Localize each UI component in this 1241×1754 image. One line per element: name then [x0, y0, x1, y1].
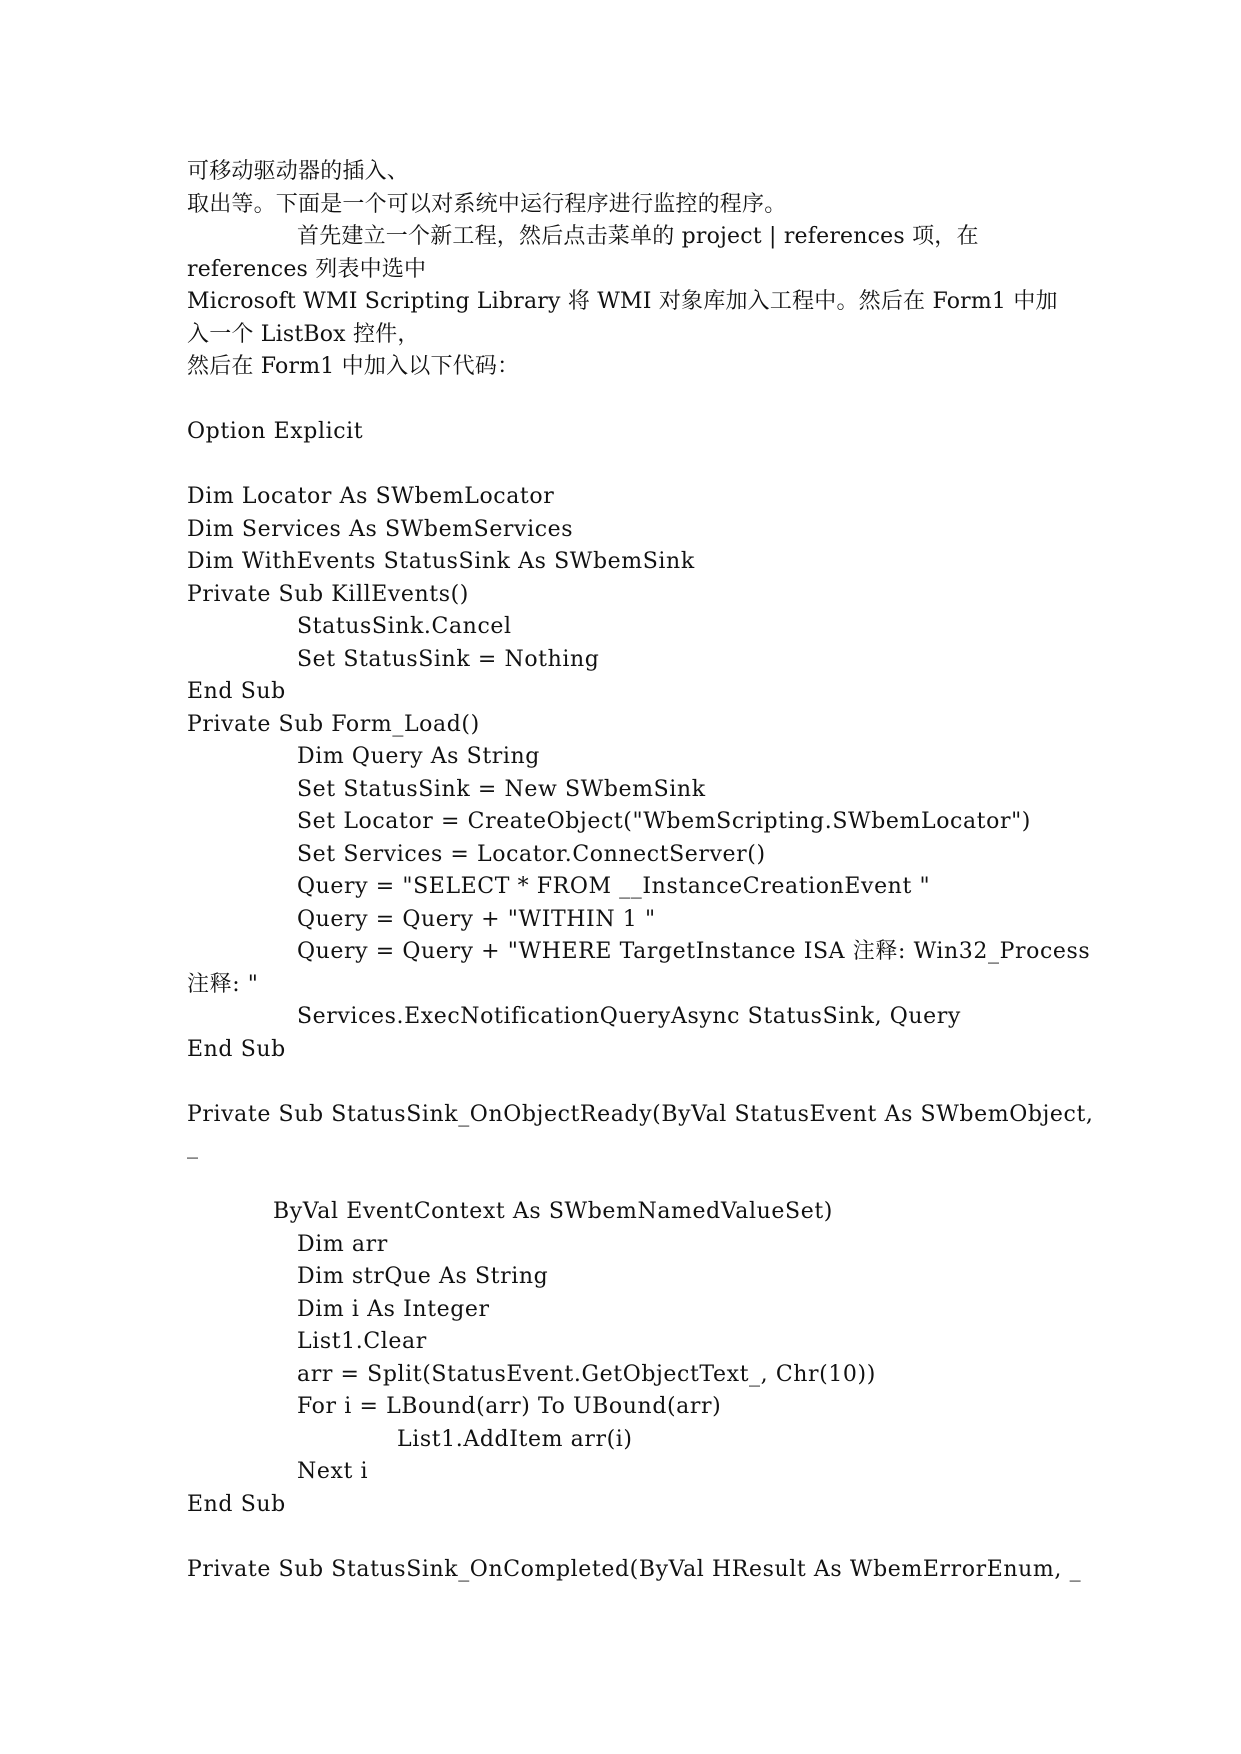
blank-line	[187, 1164, 1057, 1197]
code-line: Dim Locator As SWbemLocator	[187, 484, 555, 509]
code-line: Private Sub KillEvents()	[187, 581, 469, 607]
code-line: Next i	[297, 1459, 369, 1484]
code-line: Set Services = Locator.ConnectServer()	[297, 841, 766, 867]
document-body	[187, 156, 1094, 1586]
intro-line: 然后在 Form1 中加入以下代码：	[187, 354, 520, 379]
code-line: For i = LBound(arr) To UBound(arr)	[297, 1394, 722, 1419]
blank-line	[187, 1066, 1057, 1099]
blank-line	[187, 449, 1057, 482]
code-line: End Sub	[187, 1036, 286, 1062]
intro-line: 取出等。下面是一个可以对系统中运行程序进行监控的程序。	[187, 191, 787, 217]
intro-line: 首先建立一个新工程，然后点击菜单的 project | references 项，在	[297, 224, 979, 249]
intro-line: Microsoft WMI Scripting Library 将 WMI 对象库加入工程中。然后在 Form1 中加	[187, 289, 1058, 314]
intro-line: 可移动驱动器的插入、	[187, 159, 410, 184]
code-line: Set StatusSink = Nothing	[297, 646, 600, 672]
code-line: Query = Query + "WITHIN 1 "	[297, 906, 656, 932]
code-line: Query = Query + "WHERE TargetInstance ISA 注释: Win32_Process	[297, 939, 1091, 964]
code-line: Query = "SELECT * FROM __InstanceCreationEvent "	[297, 874, 931, 899]
intro-line: 入一个 ListBox 控件，	[187, 321, 420, 347]
blank-line	[187, 1521, 1057, 1554]
code-line: ByVal EventContext As SWbemNamedValueSet)	[273, 1199, 833, 1224]
code-line: Dim Services As SWbemServices	[187, 516, 574, 542]
code-line: arr = Split(StatusEvent.GetObjectText_, Chr(10))	[297, 1361, 876, 1387]
code-line: List1.Clear	[297, 1329, 427, 1354]
code-line: End Sub	[187, 1491, 286, 1517]
code-line: Services.ExecNotificationQueryAsync StatusSink, Query	[297, 1004, 961, 1029]
code-line: Private Sub Form_Load()	[187, 711, 480, 737]
code-line: Dim Query As String	[297, 744, 540, 769]
code-line: Private Sub StatusSink_OnCompleted(ByVal HResult As WbemErrorEnum, _	[187, 1556, 1082, 1582]
code-line: Dim WithEvents StatusSink As SWbemSink	[187, 549, 695, 574]
code-line: _	[187, 1134, 199, 1159]
code-line: List1.AddItem arr(i)	[397, 1426, 633, 1452]
code-line: Option Explicit	[187, 419, 364, 444]
code-line: Set Locator = CreateObject("WbemScripting.SWbemLocator")	[297, 809, 1031, 834]
code-line: Private Sub StatusSink_OnObjectReady(ByVal StatusEvent As SWbemObject,	[187, 1101, 1094, 1127]
code-line: Set StatusSink = New SWbemSink	[297, 776, 706, 802]
code-line: StatusSink.Cancel	[297, 614, 512, 639]
code-line: Dim arr	[297, 1231, 388, 1257]
code-line: Dim i As Integer	[297, 1296, 490, 1322]
code-line: 注释: "	[187, 971, 259, 997]
intro-line: references 列表中选中	[187, 256, 427, 282]
blank-line	[187, 384, 1057, 417]
code-line: Dim strQue As String	[297, 1264, 549, 1289]
code-line: End Sub	[187, 679, 286, 704]
